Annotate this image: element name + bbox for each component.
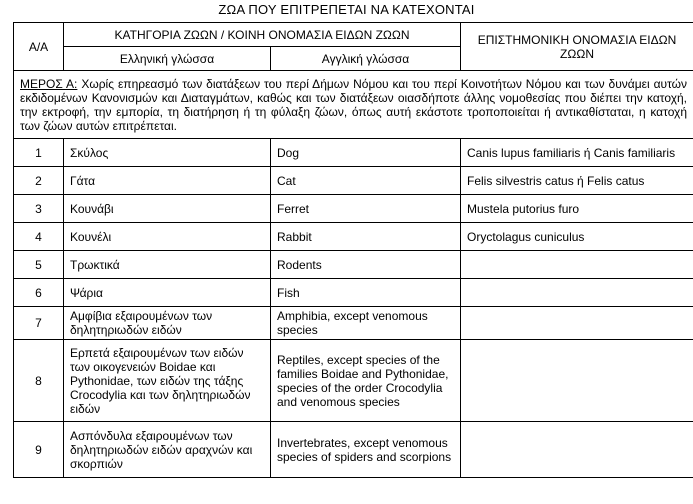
header-category: ΚΑΤΗΓΟΡΙΑ ΖΩΩΝ / ΚΟΙΝΗ ΟΝΟΜΑΣΙΑ ΕΙΔΩΝ ΖΩΩΝ	[64, 23, 461, 47]
greek-name: Ψάρια	[64, 279, 271, 307]
greek-name: Κουνάβι	[64, 195, 271, 223]
row-number: 7	[14, 307, 64, 340]
row-number: 1	[14, 139, 64, 167]
header-index: Α/Α	[14, 23, 64, 71]
part-a-label: ΜΕΡΟΣ Α:	[20, 76, 78, 91]
animals-table	[13, 22, 693, 478]
table-row	[14, 422, 693, 478]
greek-name: Γάτα	[64, 167, 271, 195]
table-row	[14, 307, 693, 340]
table-row	[14, 251, 693, 279]
scientific-name: Felis silvestris catus ή Felis catus	[461, 167, 693, 195]
row-number: 9	[14, 422, 64, 478]
greek-name: Ασπόνδυλα εξαιρουμένων των δηλητηριωδών ειδών αραχνών και σκορπιών	[64, 422, 271, 478]
greek-name: Κουνέλι	[64, 223, 271, 251]
scientific-name	[461, 307, 693, 340]
row-number: 3	[14, 195, 64, 223]
row-number: 5	[14, 251, 64, 279]
row-number: 8	[14, 340, 64, 422]
row-number: 6	[14, 279, 64, 307]
table-row	[14, 279, 693, 307]
english-name: Dog	[271, 139, 461, 167]
row-number: 2	[14, 167, 64, 195]
table-row	[14, 139, 693, 167]
english-name: Invertebrates, except venomous species of spiders and scorpions	[271, 422, 461, 478]
table-row	[14, 195, 693, 223]
header-english-language: Αγγλική γλώσσα	[271, 47, 461, 71]
english-name: Cat	[271, 167, 461, 195]
greek-name: Αμφίβια εξαιρουμένων των δηλητηριωδών ειδών	[64, 307, 271, 340]
english-name: Amphibia, except venomous species	[271, 307, 461, 340]
animal-rows	[14, 139, 693, 478]
table-row	[14, 340, 693, 422]
document-title: ΖΩΑ ΠΟΥ ΕΠΙΤΡΕΠΕΤΑΙ ΝΑ ΚΑΤΕΧΟΝΤΑΙ	[218, 2, 475, 17]
header-scientific-name: ΕΠΙΣΤΗΜΟΝΙΚΗ ΟΝΟΜΑΣΙΑ ΕΙΔΩΝ ΖΩΩΝ	[461, 23, 693, 71]
row-number: 4	[14, 223, 64, 251]
english-name: Rodents	[271, 251, 461, 279]
table-row	[14, 223, 693, 251]
scientific-name	[461, 279, 693, 307]
scientific-name	[461, 251, 693, 279]
english-name: Ferret	[271, 195, 461, 223]
scientific-name	[461, 422, 693, 478]
greek-name: Σκύλος	[64, 139, 271, 167]
english-name: Reptiles, except species of the families Boidae and Pythonidae, species of the order Crocodylia and venomous species	[271, 340, 461, 422]
header-greek-language: Ελληνική γλώσσα	[64, 47, 271, 71]
scientific-name: Mustela putorius furo	[461, 195, 693, 223]
scientific-name: Canis lupus familiaris ή Canis familiaris	[461, 139, 693, 167]
greek-name: Τρωκτικά	[64, 251, 271, 279]
english-name: Rabbit	[271, 223, 461, 251]
scientific-name: Oryctolagus cuniculus	[461, 223, 693, 251]
scientific-name	[461, 340, 693, 422]
table-row	[14, 167, 693, 195]
part-a-text: Χωρίς επηρεασμό των διατάξεων του περί Δήμων Νόμου και του περί Κοινοτήτων Νόμου και των δυνάμει αυτών εκδιδομένων Κανονισμών και Διαταγμάτων, καθώς και των διατάξεων οιασδήποτε άλλης νομοθεσίας που διέπει την κατοχή, την εκτροφή, την εμπορία, τη διατήρηση ή τη φύλαξη ζώων, όπως αυτή εκάστοτε τροποποιείται ή αντικαθίσταται, η κατοχή των ζώων αυτών επιτρέπεται.	[20, 76, 688, 133]
part-a-paragraph	[14, 71, 693, 139]
greek-name: Ερπετά εξαιρουμένων των ειδών των οικογενειών Boidae και Pythonidae, των ειδών της τάξης Crocodylia και των δηλητηριωδών ειδών	[64, 340, 271, 422]
english-name: Fish	[271, 279, 461, 307]
